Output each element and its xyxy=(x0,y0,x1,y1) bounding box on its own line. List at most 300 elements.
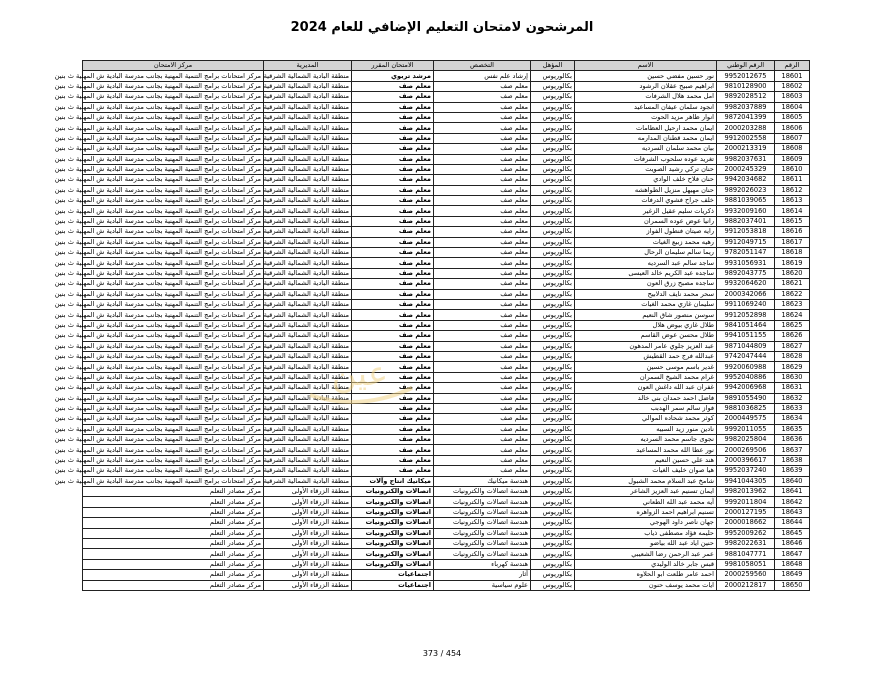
cell-specialization: معلم صف xyxy=(434,424,531,434)
cell-exam: ميكانيك انتاج وآلات xyxy=(352,476,434,486)
cell-specialization: معلم صف xyxy=(434,258,531,268)
table-row xyxy=(83,331,810,341)
cell-exam: اتصالات والكترونيات xyxy=(352,507,434,517)
cell-num: 18638 xyxy=(775,455,810,465)
cell-national-id: 2000449575 xyxy=(717,414,775,424)
cell-specialization: معلم صف xyxy=(434,372,531,382)
cell-exam: معلم صف xyxy=(352,164,434,174)
cell-exam: اتصالات والكترونيات xyxy=(352,549,434,559)
cell-num: 18609 xyxy=(775,154,810,164)
page-title: المرشحون لامتحان التعليم الإضافي للعام 2024 xyxy=(290,20,594,35)
table-row xyxy=(83,351,810,361)
cell-specialization: هندسة اتصالات والكترونيات xyxy=(434,549,531,559)
cell-exam: معلم صف xyxy=(352,123,434,133)
cell-national-id: 9952012675 xyxy=(717,71,775,81)
cell-center: مركز امتحانات برامج التنمية المهنية بجانب مدرسة البادية ش المهنية ث بنين xyxy=(83,185,264,195)
cell-directorate: منطقة البادية الشمالية الشرقية xyxy=(264,310,352,320)
cell-specialization: معلم صف xyxy=(434,196,531,206)
cell-num: 18627 xyxy=(775,341,810,351)
cell-num: 18624 xyxy=(775,310,810,320)
cell-qualification: بكالوريوس xyxy=(531,112,575,122)
cell-num: 18619 xyxy=(775,258,810,268)
cell-exam: معلم صف xyxy=(352,362,434,372)
table-row xyxy=(83,455,810,465)
cell-directorate: منطقة الزرقاء الأولى xyxy=(264,559,352,569)
cell-exam: معلم صف xyxy=(352,279,434,289)
table-row xyxy=(83,299,810,309)
table-row xyxy=(83,341,810,351)
cell-exam: معلم صف xyxy=(352,414,434,424)
cell-directorate: منطقة البادية الشمالية الشرقية xyxy=(264,133,352,143)
cell-exam: معلم صف xyxy=(352,331,434,341)
header-center: مركز الامتحان xyxy=(83,61,264,71)
cell-qualification: بكالوريوس xyxy=(531,372,575,382)
cell-national-id: 9982037889 xyxy=(717,102,775,112)
cell-name: حليمه فؤاد مصطفى ذياب xyxy=(575,528,717,538)
cell-qualification: بكالوريوس xyxy=(531,144,575,154)
table-row xyxy=(83,248,810,258)
cell-national-id: 9782051147 xyxy=(717,248,775,258)
cell-specialization: إرشاد علم نفس xyxy=(434,71,531,81)
cell-center: مركز امتحانات برامج التنمية المهنية بجانب مدرسة البادية ش المهنية ث بنين xyxy=(83,248,264,258)
cell-qualification: بكالوريوس xyxy=(531,196,575,206)
cell-national-id: 9952009262 xyxy=(717,528,775,538)
cell-name: سليمان غازي محمد الغيات xyxy=(575,299,717,309)
cell-center: مركز امتحانات برامج التنمية المهنية بجانب مدرسة البادية ش المهنية ث بنين xyxy=(83,164,264,174)
table-row xyxy=(83,102,810,112)
cell-specialization: معلم صف xyxy=(434,351,531,361)
cell-specialization: هندسة اتصالات والكترونيات xyxy=(434,518,531,528)
cell-exam: معلم صف xyxy=(352,112,434,122)
cell-qualification: بكالوريوس xyxy=(531,414,575,424)
cell-qualification: بكالوريوس xyxy=(531,81,575,91)
cell-directorate: منطقة البادية الشمالية الشرقية xyxy=(264,92,352,102)
cell-specialization: معلم صف xyxy=(434,216,531,226)
cell-num: 18603 xyxy=(775,92,810,102)
cell-national-id: 9982022631 xyxy=(717,538,775,548)
cell-exam: معلم صف xyxy=(352,372,434,382)
cell-name: حنان تركي رشيد الصويت xyxy=(575,164,717,174)
cell-qualification: بكالوريوس xyxy=(531,383,575,393)
cell-num: 18636 xyxy=(775,435,810,445)
cell-qualification: بكالوريوس xyxy=(531,393,575,403)
cell-specialization: معلم صف xyxy=(434,445,531,455)
cell-exam: معلم صف xyxy=(352,81,434,91)
cell-directorate: منطقة البادية الشمالية الشرقية xyxy=(264,466,352,476)
cell-center: مركز امتحانات برامج التنمية المهنية بجانب مدرسة البادية ش المهنية ث بنين xyxy=(83,435,264,445)
cell-national-id: 9742047444 xyxy=(717,351,775,361)
cell-center: مركز امتحانات برامج التنمية المهنية بجانب مدرسة البادية ش المهنية ث بنين xyxy=(83,92,264,102)
cell-num: 18632 xyxy=(775,393,810,403)
cell-center: مركز امتحانات برامج التنمية المهنية بجانب مدرسة البادية ش المهنية ث بنين xyxy=(83,102,264,112)
cell-name: تغريد عوده سلحوب الشرفات xyxy=(575,154,717,164)
cell-national-id: 9932064620 xyxy=(717,279,775,289)
cell-exam: اتصالات والكترونيات xyxy=(352,487,434,497)
cell-exam: اتصالات والكترونيات xyxy=(352,559,434,569)
cell-directorate: منطقة الزرقاء الأولى xyxy=(264,580,352,590)
cell-name: كوثر محمد شحاده الموالي xyxy=(575,414,717,424)
cell-specialization: آثار xyxy=(434,570,531,580)
cell-directorate: منطقة البادية الشمالية الشرقية xyxy=(264,372,352,382)
cell-directorate: منطقة الزرقاء الأولى xyxy=(264,549,352,559)
cell-name: ساجد سالم عبد السرديه xyxy=(575,258,717,268)
cell-specialization: معلم صف xyxy=(434,144,531,154)
cell-center: مركز امتحانات برامج التنمية المهنية بجانب مدرسة البادية ش المهنية ث بنين xyxy=(83,372,264,382)
cell-num: 18611 xyxy=(775,175,810,185)
cell-center: مركز مصادر التعلم xyxy=(83,528,264,538)
cell-exam: اتصالات والكترونيات xyxy=(352,518,434,528)
table-row xyxy=(83,154,810,164)
cell-national-id: 9941044305 xyxy=(717,476,775,486)
cell-num: 18634 xyxy=(775,414,810,424)
cell-specialization: معلم صف xyxy=(434,185,531,195)
table-row xyxy=(83,559,810,569)
cell-num: 18623 xyxy=(775,299,810,309)
cell-directorate: منطقة البادية الشمالية الشرقية xyxy=(264,320,352,330)
cell-directorate: منطقة البادية الشمالية الشرقية xyxy=(264,403,352,413)
cell-qualification: بكالوريوس xyxy=(531,559,575,569)
cell-num: 18608 xyxy=(775,144,810,154)
cell-exam: معلم صف xyxy=(352,196,434,206)
cell-center: مركز مصادر التعلم xyxy=(83,507,264,517)
cell-exam: معلم صف xyxy=(352,268,434,278)
cell-name: نجوى جاسم محمد السرديه xyxy=(575,435,717,445)
cell-directorate: منطقة البادية الشمالية الشرقية xyxy=(264,362,352,372)
cell-name: ريما سالم سليمان الرحال xyxy=(575,248,717,258)
cell-exam: معلم صف xyxy=(352,154,434,164)
table-row xyxy=(83,403,810,413)
cell-name: فاضل احمد حمدان بني خالد xyxy=(575,393,717,403)
cell-specialization: هندسة اتصالات والكترونيات xyxy=(434,497,531,507)
cell-center: مركز امتحانات برامج التنمية المهنية بجانب مدرسة البادية ش المهنية ث بنين xyxy=(83,362,264,372)
cell-national-id: 9841051464 xyxy=(717,320,775,330)
cell-national-id: 9920060988 xyxy=(717,362,775,372)
cell-national-id: 9912053818 xyxy=(717,227,775,237)
table-row xyxy=(83,144,810,154)
cell-directorate: منطقة الزرقاء الأولى xyxy=(264,518,352,528)
cell-num: 18620 xyxy=(775,268,810,278)
cell-directorate: منطقة البادية الشمالية الشرقية xyxy=(264,414,352,424)
cell-name: حنان فلاح خلف الوادي xyxy=(575,175,717,185)
cell-exam: معلم صف xyxy=(352,466,434,476)
cell-directorate: منطقة البادية الشمالية الشرقية xyxy=(264,154,352,164)
cell-specialization: معلم صف xyxy=(434,154,531,164)
cell-specialization: معلم صف xyxy=(434,164,531,174)
cell-exam: معلم صف xyxy=(352,248,434,258)
cell-qualification: بكالوريوس xyxy=(531,216,575,226)
table-row xyxy=(83,414,810,424)
cell-qualification: بكالوريوس xyxy=(531,341,575,351)
cell-center: مركز امتحانات برامج التنمية المهنية بجانب مدرسة البادية ش المهنية ث بنين xyxy=(83,175,264,185)
cell-national-id: 2000127195 xyxy=(717,507,775,517)
cell-qualification: بكالوريوس xyxy=(531,289,575,299)
cell-national-id: 9952037240 xyxy=(717,466,775,476)
cell-directorate: منطقة البادية الشمالية الشرقية xyxy=(264,216,352,226)
cell-directorate: منطقة البادية الشمالية الشرقية xyxy=(264,71,352,81)
header-exam: الامتحان المقرر xyxy=(352,61,434,71)
cell-exam: مرشد تربوي xyxy=(352,71,434,81)
cell-center: مركز امتحانات برامج التنمية المهنية بجانب مدرسة البادية ش المهنية ث بنين xyxy=(83,206,264,216)
cell-name: رايه صيتان فنطول الفواز xyxy=(575,227,717,237)
cell-exam: معلم صف xyxy=(352,393,434,403)
cell-center: مركز امتحانات برامج التنمية المهنية بجانب مدرسة البادية ش المهنية ث بنين xyxy=(83,268,264,278)
cell-name: هيا صوان خليف الغيات xyxy=(575,466,717,476)
cell-num: 18637 xyxy=(775,445,810,455)
cell-name: آيه محمد عبد الله الطعاني xyxy=(575,497,717,507)
table-row xyxy=(83,424,810,434)
cell-specialization: معلم صف xyxy=(434,310,531,320)
cell-national-id: 9982037631 xyxy=(717,154,775,164)
cell-num: 18630 xyxy=(775,372,810,382)
cell-name: ايمان تسنيم عبد العزيز الشاعر xyxy=(575,487,717,497)
table-row xyxy=(83,445,810,455)
cell-num: 18616 xyxy=(775,227,810,237)
cell-qualification: بكالوريوس xyxy=(531,507,575,517)
cell-name: حنين اياد عبد الله بياضو xyxy=(575,538,717,548)
cell-specialization: معلم صف xyxy=(434,279,531,289)
cell-qualification: بكالوريوس xyxy=(531,518,575,528)
cell-specialization: معلم صف xyxy=(434,133,531,143)
cell-national-id: 2000213319 xyxy=(717,144,775,154)
table-row xyxy=(83,497,810,507)
cell-qualification: بكالوريوس xyxy=(531,435,575,445)
cell-exam: معلم صف xyxy=(352,403,434,413)
cell-specialization: معلم صف xyxy=(434,289,531,299)
table-row xyxy=(83,81,810,91)
cell-qualification: بكالوريوس xyxy=(531,538,575,548)
table-row xyxy=(83,549,810,559)
cell-specialization: معلم صف xyxy=(434,237,531,247)
cell-center: مركز مصادر التعلم xyxy=(83,538,264,548)
cell-national-id: 2000269506 xyxy=(717,445,775,455)
cell-national-id: 9810128900 xyxy=(717,81,775,91)
cell-qualification: بكالوريوس xyxy=(531,299,575,309)
cell-center: مركز امتحانات برامج التنمية المهنية بجانب مدرسة البادية ش المهنية ث بنين xyxy=(83,144,264,154)
cell-specialization: معلم صف xyxy=(434,299,531,309)
cell-qualification: بكالوريوس xyxy=(531,445,575,455)
cell-exam: معلم صف xyxy=(352,102,434,112)
cell-national-id: 9912049715 xyxy=(717,237,775,247)
cell-exam: معلم صف xyxy=(352,435,434,445)
cell-directorate: منطقة البادية الشمالية الشرقية xyxy=(264,289,352,299)
cell-exam: اجتماعيات xyxy=(352,580,434,590)
cell-center: مركز امتحانات برامج التنمية المهنية بجانب مدرسة البادية ش المهنية ث بنين xyxy=(83,476,264,486)
cell-national-id: 2000245329 xyxy=(717,164,775,174)
cell-num: 18629 xyxy=(775,362,810,372)
cell-name: ساجده مصبح زرق العون xyxy=(575,279,717,289)
cell-name: شامخ عبد السلام محمد الشبول xyxy=(575,476,717,486)
cell-specialization: هندسة اتصالات والكترونيات xyxy=(434,507,531,517)
cell-name: عمر عبد الرحمن رضا الشعيبي xyxy=(575,549,717,559)
cell-num: 18615 xyxy=(775,216,810,226)
cell-center: مركز امتحانات برامج التنمية المهنية بجانب مدرسة البادية ش المهنية ث بنين xyxy=(83,393,264,403)
cell-directorate: منطقة البادية الشمالية الشرقية xyxy=(264,112,352,122)
table-row xyxy=(83,237,810,247)
cell-exam: معلم صف xyxy=(352,175,434,185)
cell-num: 18628 xyxy=(775,351,810,361)
cell-directorate: منطقة البادية الشمالية الشرقية xyxy=(264,393,352,403)
cell-center: مركز مصادر التعلم xyxy=(83,549,264,559)
cell-exam: معلم صف xyxy=(352,445,434,455)
cell-directorate: منطقة البادية الشمالية الشرقية xyxy=(264,445,352,455)
cell-national-id: 2000342066 xyxy=(717,289,775,299)
cell-num: 18646 xyxy=(775,538,810,548)
cell-national-id: 9992011055 xyxy=(717,424,775,434)
cell-national-id: 2000018662 xyxy=(717,518,775,528)
cell-qualification: بكالوريوس xyxy=(531,487,575,497)
cell-qualification: بكالوريوس xyxy=(531,154,575,164)
cell-specialization: معلم صف xyxy=(434,248,531,258)
cell-national-id: 9981058051 xyxy=(717,559,775,569)
cell-specialization: هندسة اتصالات والكترونيات xyxy=(434,528,531,538)
cell-national-id: 9881036825 xyxy=(717,403,775,413)
cell-name: فواز سالم سمر الهدبب xyxy=(575,403,717,413)
table-row xyxy=(83,518,810,528)
table-row xyxy=(83,320,810,330)
cell-num: 18641 xyxy=(775,487,810,497)
cell-num: 18648 xyxy=(775,559,810,569)
cell-exam: معلم صف xyxy=(352,424,434,434)
header-qualification: المؤهل xyxy=(531,61,575,71)
cell-exam: اتصالات والكترونيات xyxy=(352,538,434,548)
cell-name: ايات محمد يوسف حنون xyxy=(575,580,717,590)
cell-center: مركز امتحانات برامج التنمية المهنية بجانب مدرسة البادية ش المهنية ث بنين xyxy=(83,71,264,81)
cell-directorate: منطقة البادية الشمالية الشرقية xyxy=(264,476,352,486)
cell-national-id: 9872041399 xyxy=(717,112,775,122)
cell-exam: معلم صف xyxy=(352,185,434,195)
cell-num: 18640 xyxy=(775,476,810,486)
cell-num: 18626 xyxy=(775,331,810,341)
cell-specialization: معلم صف xyxy=(434,383,531,393)
table-row xyxy=(83,289,810,299)
cell-qualification: بكالوريوس xyxy=(531,164,575,174)
table-row xyxy=(83,362,810,372)
cell-national-id: 9912052898 xyxy=(717,310,775,320)
header-directorate: المديرية xyxy=(264,61,352,71)
table-row xyxy=(83,383,810,393)
cell-exam: معلم صف xyxy=(352,351,434,361)
cell-national-id: 9941051155 xyxy=(717,331,775,341)
cell-qualification: بكالوريوس xyxy=(531,133,575,143)
cell-national-id: 9892026023 xyxy=(717,185,775,195)
cell-name: ذكريات سليم عقيل الزغير xyxy=(575,206,717,216)
cell-num: 18635 xyxy=(775,424,810,434)
cell-num: 18614 xyxy=(775,206,810,216)
cell-qualification: بكالوريوس xyxy=(531,123,575,133)
cell-center: مركز امتحانات برامج التنمية المهنية بجانب مدرسة البادية ش المهنية ث بنين xyxy=(83,196,264,206)
cell-center: مركز امتحانات برامج التنمية المهنية بجانب مدرسة البادية ش المهنية ث بنين xyxy=(83,133,264,143)
cell-name: حنان مهيهل منزيل الطواهشه xyxy=(575,185,717,195)
cell-num: 18647 xyxy=(775,549,810,559)
cell-center: مركز امتحانات برامج التنمية المهنية بجانب مدرسة البادية ش المهنية ث بنين xyxy=(83,320,264,330)
cell-specialization: هندسة كهرباء xyxy=(434,559,531,569)
cell-qualification: بكالوريوس xyxy=(531,206,575,216)
header-num: الرقم xyxy=(775,61,810,71)
cell-center: مركز امتحانات برامج التنمية المهنية بجانب مدرسة البادية ش المهنية ث بنين xyxy=(83,216,264,226)
cell-directorate: منطقة الزرقاء الأولى xyxy=(264,570,352,580)
cell-num: 18617 xyxy=(775,237,810,247)
cell-qualification: بكالوريوس xyxy=(531,424,575,434)
cell-num: 18622 xyxy=(775,289,810,299)
cell-specialization: معلم صف xyxy=(434,102,531,112)
cell-name: خلف جراح فشوي الدرفات xyxy=(575,196,717,206)
cell-name: غدير باسم موسى حسين xyxy=(575,362,717,372)
cell-specialization: معلم صف xyxy=(434,206,531,216)
table-row xyxy=(83,268,810,278)
cell-num: 18649 xyxy=(775,570,810,580)
cell-num: 18618 xyxy=(775,248,810,258)
table-row xyxy=(83,372,810,382)
cell-directorate: منطقة البادية الشمالية الشرقية xyxy=(264,351,352,361)
cell-national-id: 9942034682 xyxy=(717,175,775,185)
cell-directorate: منطقة الزرقاء الأولى xyxy=(264,507,352,517)
cell-qualification: بكالوريوس xyxy=(531,102,575,112)
cell-exam: معلم صف xyxy=(352,92,434,102)
table-row xyxy=(83,123,810,133)
cell-num: 18602 xyxy=(775,81,810,91)
table-row xyxy=(83,393,810,403)
cell-qualification: بكالوريوس xyxy=(531,248,575,258)
cell-specialization: معلم صف xyxy=(434,92,531,102)
table-row xyxy=(83,92,810,102)
cell-national-id: 9881039065 xyxy=(717,196,775,206)
table-row xyxy=(83,112,810,122)
cell-specialization: معلم صف xyxy=(434,123,531,133)
cell-exam: اتصالات والكترونيات xyxy=(352,497,434,507)
cell-national-id: 9982025804 xyxy=(717,435,775,445)
cell-specialization: معلم صف xyxy=(434,112,531,122)
cell-center: مركز امتحانات برامج التنمية المهنية بجانب مدرسة البادية ش المهنية ث بنين xyxy=(83,351,264,361)
cell-center: مركز امتحانات برامج التنمية المهنية بجانب مدرسة البادية ش المهنية ث بنين xyxy=(83,310,264,320)
cell-directorate: منطقة الزرقاء الأولى xyxy=(264,538,352,548)
cell-center: مركز امتحانات برامج التنمية المهنية بجانب مدرسة البادية ش المهنية ث بنين xyxy=(83,424,264,434)
table-row xyxy=(83,538,810,548)
cell-specialization: معلم صف xyxy=(434,435,531,445)
candidates-table xyxy=(54,60,810,591)
table-row xyxy=(83,528,810,538)
cell-center: مركز امتحانات برامج التنمية المهنية بجانب مدرسة البادية ش المهنية ث بنين xyxy=(83,383,264,393)
cell-center: مركز مصادر التعلم xyxy=(83,580,264,590)
cell-num: 18610 xyxy=(775,164,810,174)
cell-center: مركز امتحانات برامج التنمية المهنية بجانب مدرسة البادية ش المهنية ث بنين xyxy=(83,154,264,164)
cell-num: 18645 xyxy=(775,528,810,538)
cell-qualification: بكالوريوس xyxy=(531,528,575,538)
cell-name: جهان ناصر داود الهوجي xyxy=(575,518,717,528)
cell-national-id: 9942006968 xyxy=(717,383,775,393)
cell-directorate: منطقة البادية الشمالية الشرقية xyxy=(264,237,352,247)
cell-name: هند علي حسين النعيم xyxy=(575,455,717,465)
table-row xyxy=(83,310,810,320)
cell-specialization: معلم صف xyxy=(434,403,531,413)
cell-name: قبس جابر خالد الوليدي xyxy=(575,559,717,569)
cell-exam: معلم صف xyxy=(352,206,434,216)
cell-center: مركز امتحانات برامج التنمية المهنية بجانب مدرسة البادية ش المهنية ث بنين xyxy=(83,403,264,413)
cell-qualification: بكالوريوس xyxy=(531,92,575,102)
cell-directorate: منطقة البادية الشمالية الشرقية xyxy=(264,331,352,341)
cell-national-id: 9982013962 xyxy=(717,487,775,497)
cell-directorate: منطقة البادية الشمالية الشرقية xyxy=(264,196,352,206)
cell-qualification: بكالوريوس xyxy=(531,497,575,507)
table-row xyxy=(83,580,810,590)
cell-national-id: 9932009160 xyxy=(717,206,775,216)
cell-center: مركز امتحانات برامج التنمية المهنية بجانب مدرسة البادية ش المهنية ث بنين xyxy=(83,289,264,299)
header-name: الاسم xyxy=(575,61,717,71)
cell-national-id: 9882037401 xyxy=(717,216,775,226)
cell-num: 18631 xyxy=(775,383,810,393)
cell-num: 18643 xyxy=(775,507,810,517)
cell-name: عبد العزيز جلوي عامر المدهون xyxy=(575,341,717,351)
cell-name: طلال محسن عوض القاسم xyxy=(575,331,717,341)
